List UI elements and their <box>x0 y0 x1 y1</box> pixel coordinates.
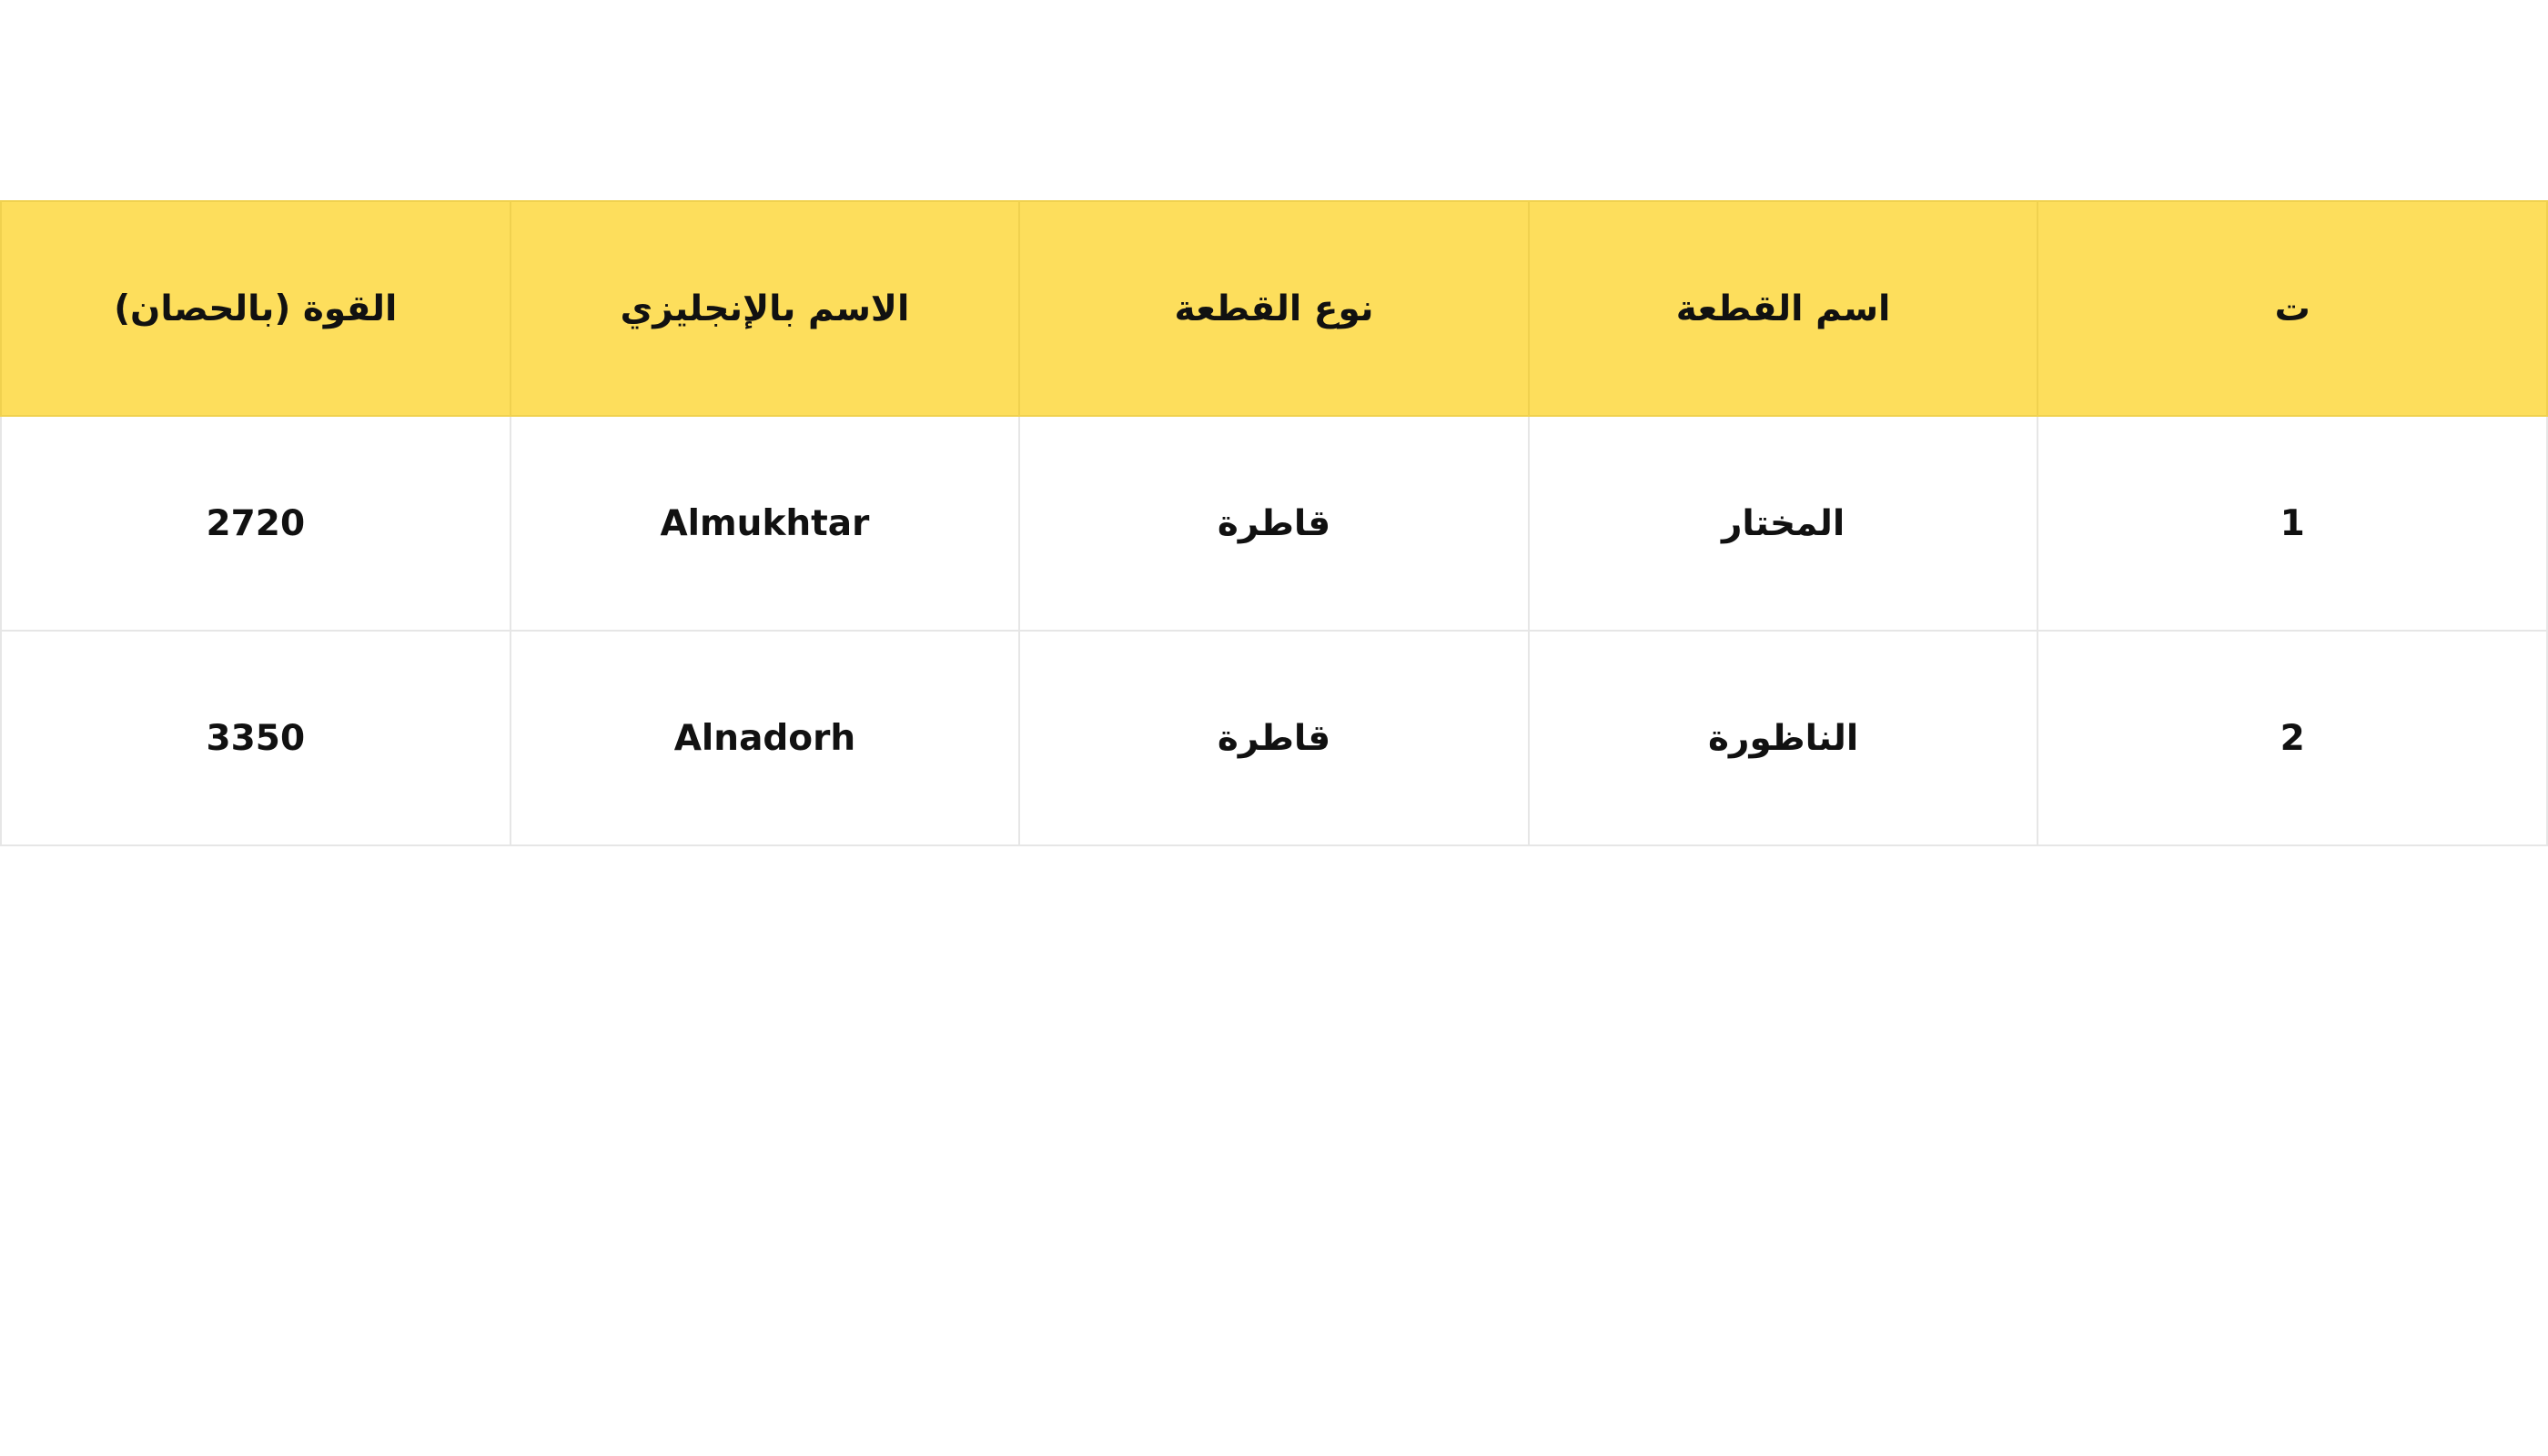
cell-index: 1 <box>2037 416 2547 631</box>
header-index: ت <box>2037 201 2547 416</box>
cell-power: 3350 <box>1 631 511 845</box>
cell-english-name: Alnadorh <box>511 631 1020 845</box>
table-row <box>1 631 2547 845</box>
table-header <box>1 201 2547 416</box>
cell-type: قاطرة <box>1019 416 1529 631</box>
data-table-container <box>0 200 2548 846</box>
cell-index: 2 <box>2037 631 2547 845</box>
cell-english-name: Almukhtar <box>511 416 1020 631</box>
header-english-name: الاسم بالإنجليزي <box>511 201 1020 416</box>
table-body <box>1 416 2547 845</box>
header-name: اسم القطعة <box>1529 201 2038 416</box>
locomotive-table <box>0 200 2548 846</box>
cell-power: 2720 <box>1 416 511 631</box>
cell-type: قاطرة <box>1019 631 1529 845</box>
header-row <box>1 201 2547 416</box>
cell-name: الناظورة <box>1529 631 2038 845</box>
table-row <box>1 416 2547 631</box>
header-type: نوع القطعة <box>1019 201 1529 416</box>
cell-name: المختار <box>1529 416 2038 631</box>
header-power: القوة (بالحصان) <box>1 201 511 416</box>
